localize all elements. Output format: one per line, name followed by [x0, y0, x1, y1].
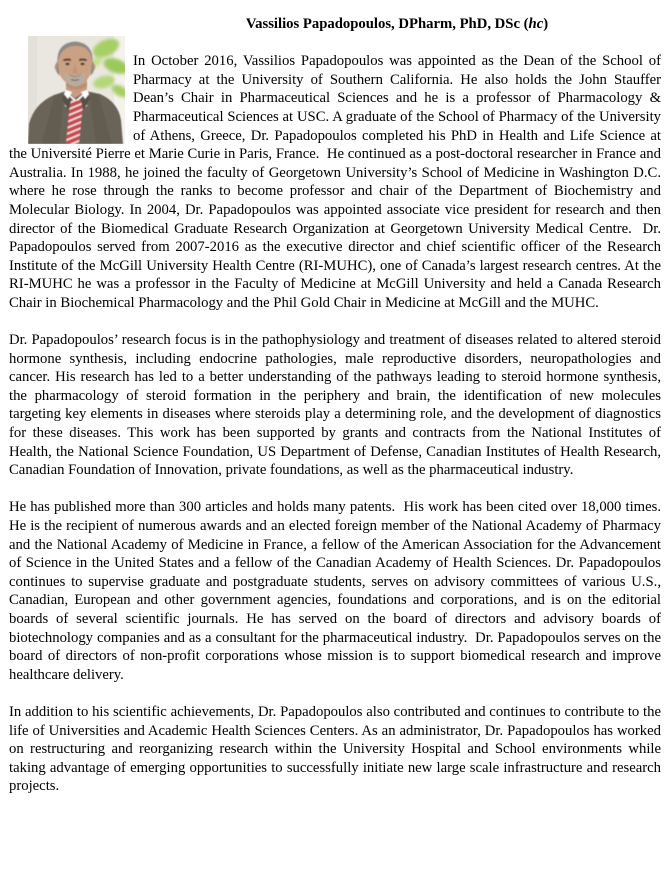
title-suffix: ) [543, 16, 549, 32]
eye-right [80, 63, 84, 65]
bio-paragraph-research: Dr. Papadopoulos’ research focus is in the pathophysiology and treatment of diseases related to altered steroid hormone synthesis, including endocrine pathologies, male reproductive disorders, neuropathologies and cancer. His research has led to a better understanding of the pathways leading to steroid hormone synthesis, the pharmacology of steroid formation in the periphery and brain, the identification of new molecules targeting key elements in diseases where steroids play a determining role, and the development of diagnostics for these diseases. This work has been supported by grants and contracts from the National Institutes of Health, the National Science Foundation, US Department of Defense, Canadian Institutes of Health Research, Canadian Foundation of Innovation, private foundations, as well as the pharmaceutical industry. [9, 332, 665, 479]
eye-left [65, 63, 69, 65]
portrait-photo [28, 36, 125, 144]
bio-paragraph-career: In October 2016, Vassilios Papadopoulos was appointed as the Dean of the School of Pharmacy at the University of Southern California. He also holds the John Stauffer Dean’s Chair in Pharmaceutical Sciences and he is a professor of Pharmacology & Pharmaceutical Sciences at USC. A graduate of the School of Pharmacy of the University of Athens, Greece, Dr. Papadopoulos completed his PhD in Health and Life Science at the Université Pierre et Marie Curie in Paris, France. He continued as a post-doctoral researcher in France and Australia. In 1988, he joined the faculty of Georgetown University’s School of Medicine in Washington D.C. where he rose through the ranks to become professor and chair of the Department of Biochemistry and Molecular Biology. In 2004, Dr. Papadopoulos was appointed associate vice president for research and then director of the Biomedical Graduate Research Organization at Georgetown University Medical Centre. Dr. Papadopoulos served from 2007-2016 as the executive director and chief scientific officer of the Research Institute of the McGill University Health Centre (RI-MUHC), one of Canada’s largest research centres. At the RI-MUHC he was a professor in the Faculty of Medicine at McGill University and held a Canada Research Chair in Biochemical Pharmacology and the Phil Gold Chair in Medicine at McGill and the MUHC. [9, 53, 665, 311]
document-title [9, 15, 661, 34]
bio-paragraph-administration: In addition to his scientific achievements, Dr. Papadopoulos also contributed and continues to contribute to the life of Universities and Academic Health Sciences Centers. As an administrator, Dr. Papadopoulos has worked on restructuring and reorganizing research within the University Hospital and School environments while taking advantage of emerging opportunities to successfully initiate new large scale infrastructure and research projects. [9, 703, 665, 795]
title-prefix: Vassilios Papadopoulos, DPharm, PhD, DSc ( [245, 16, 529, 32]
bio-paragraph-honors: He has published more than 300 articles and holds many patents. His work has been cited over 18,000 times. He is the recipient of numerous awards and an elected foreign member of the National Academy of Pharmacy and the National Academy of Medicine in France, a fellow of the American Association for the Advancement of Science in the United States and a fellow of the Canadian Academy of Health Sciences. Dr. Papadopoulos continues to supervise graduate and postgraduate students, serves on advisory committees of various U.S., Canadian, European and other government agencies, foundations and corporations, and is on the editorial boards of several scientific journals. He has served on the board of directors and advisory boards of biotechnology companies and as a consultant for the pharmaceutical industry. Dr. Papadopoulos serves on the board of directors of non-profit corporations whose mission is to support biomedical research and improve healthcare delivery. [9, 499, 665, 683]
title-honoris-causa: hc [528, 16, 544, 32]
portrait-photo-wrap [28, 36, 125, 144]
